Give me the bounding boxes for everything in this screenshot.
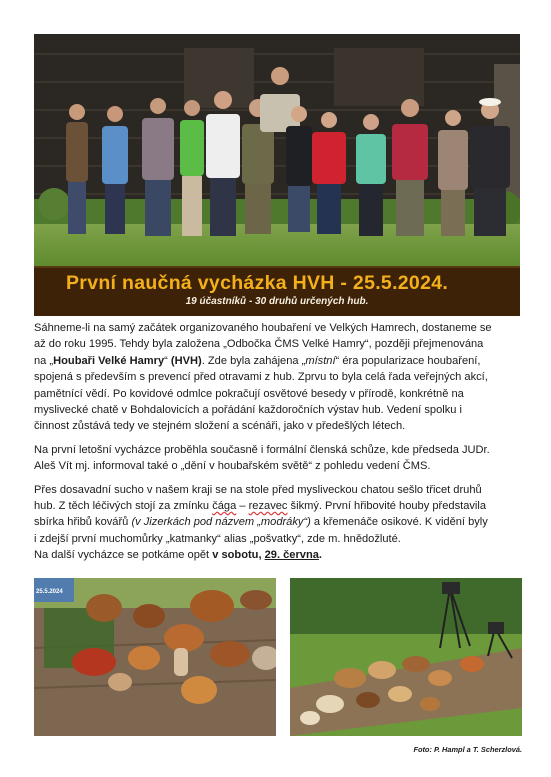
paragraph-history [34, 320, 522, 435]
next-event-date: 29. června [264, 549, 319, 562]
text-fragment: na „ [34, 354, 54, 367]
text-fragment: Na další vycházce se potkáme opět [34, 549, 213, 562]
event-title: První naučná vycházka HVH - 25.5.2024. [66, 272, 449, 294]
text-line: Aleš Vít mj. informoval také o „dění v houbařském světě“ z pohledu vedení ČMS. [34, 460, 431, 473]
text-line: až do roku 1995. Tehdy byla založena „Odbočka ČMS Velké Hamry“, později přejmenována [34, 338, 484, 351]
text-line: i zdejší první muchomůrky „katmanky“ alias „pošvatky“, zde m. hnědožluté. [34, 532, 401, 545]
club-name: Houbaři Velké Hamry [53, 354, 165, 367]
event-summary: 19 účastníků - 30 druhů určených hub. [185, 296, 369, 307]
text-line: Sáhneme-li na samý začátek organizovaného houbaření ve Velkých Hamrech, dostaneme se [34, 322, 492, 334]
text-line: Na první letošní vycházce proběhla současně i formální členská schůze, kde předseda JUDr. [34, 443, 490, 456]
mushroom-photo-right [290, 578, 522, 736]
text-line: Přes dosavadní sucho v našem kraji se na stole před mysliveckou chatou sešlo třicet druhů [34, 483, 482, 496]
text-fragment: sbírka hřibů kovářů [34, 516, 132, 529]
paragraph-meeting [34, 442, 522, 475]
text-fragment: hub. Z těch léčivých stojí za zmínku [34, 500, 213, 513]
text-fragment: a křemenáče osikové. K vidění byly [310, 516, 488, 529]
local-name-note: (v Jizerkách pod názvem „modráky“) [131, 516, 311, 529]
paragraph-next-event [34, 547, 522, 563]
text-fragment: . Zde byla zahájena „ [201, 354, 306, 367]
group-photo [34, 34, 520, 316]
photo-credit: Foto: P. Hampl a T. Scherzlová. [413, 745, 522, 754]
text-fragment: “ [164, 354, 171, 367]
next-event-day: v sobotu [212, 549, 259, 562]
text-fragment: “ éra popularizace houbaření, [335, 354, 481, 367]
text-fragment: . [318, 549, 322, 562]
mushroom-display-image [290, 578, 522, 736]
text-line: činnost zůstává tedy ve stejném složení a scénáři, jako v předešlých létech. [34, 420, 406, 433]
photo-date-stamp: 25.5.2024 [36, 589, 63, 595]
club-abbreviation: (HVH) [170, 354, 202, 367]
emphasis-local: místní [305, 354, 336, 367]
paragraph-finds [34, 482, 522, 548]
text-line: myslivecké chatě v Bohdalovicích a pořádání každoročních výstav hub. Vedení spolku i [34, 404, 462, 417]
text-line: spojená s především s prevencí před otravami z hub. Zprvu to byla celá řada veřejných akcí, [34, 371, 488, 384]
species-rezavec: rezavec [248, 500, 288, 513]
text-fragment: – [236, 500, 249, 513]
article-body [34, 320, 522, 571]
species-chaga: čága [212, 500, 237, 513]
event-banner [34, 266, 520, 316]
mushrooms-on-table-image [34, 578, 276, 736]
text-fragment: šikmý. První hřibovité houby představila [287, 500, 487, 513]
mushroom-photo-left [34, 578, 276, 736]
text-fragment: , [258, 549, 265, 562]
text-line: pamětnící vědí. Po kovidové odmlce pokračují osvětové besedy v přírodě, konkrétně na [34, 387, 464, 400]
